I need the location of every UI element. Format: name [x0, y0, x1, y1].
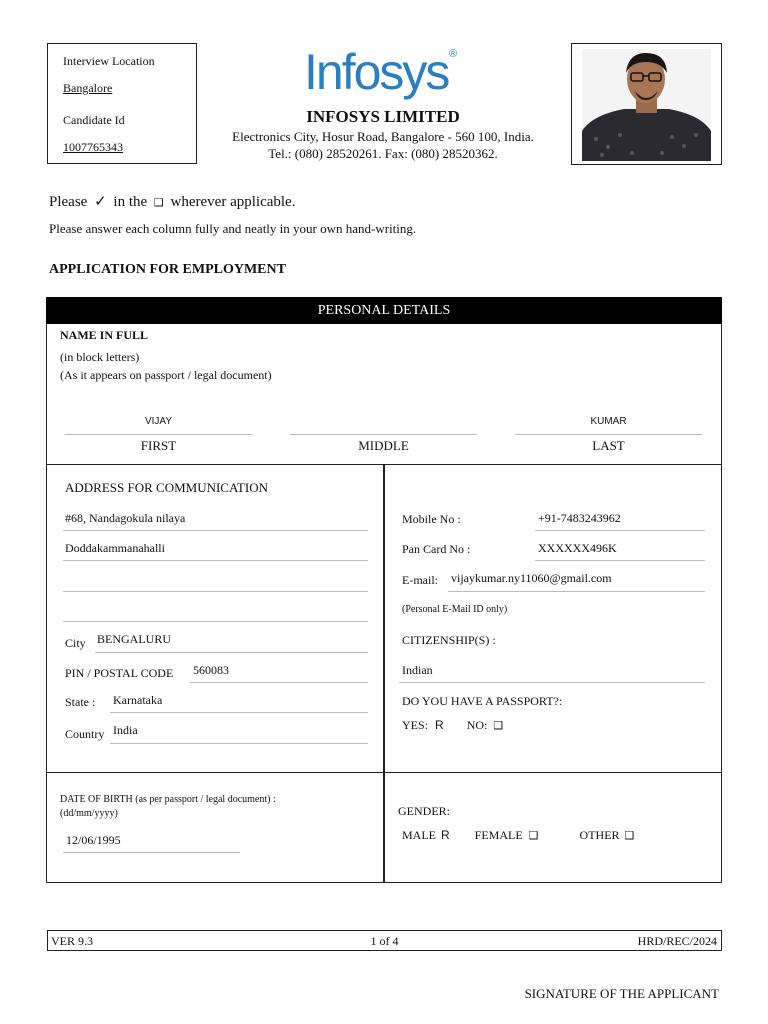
footer-page: 1 of 4	[370, 934, 399, 948]
address-line-1-underline	[63, 530, 368, 531]
signature-label: SIGNATURE OF THE APPLICANT	[524, 986, 719, 1001]
first-label: FIRST	[140, 438, 177, 453]
address-line-4-underline	[63, 621, 368, 622]
country-underline	[110, 743, 368, 744]
middle-name-line	[290, 434, 477, 435]
mobile-value[interactable]: +91-7483243962	[538, 511, 621, 525]
tick-icon: ✓	[94, 192, 107, 210]
footer-bar	[47, 930, 722, 951]
gender-other-checkbox-icon[interactable]: ❑	[624, 829, 635, 842]
instruction-please: Please	[49, 194, 88, 210]
dob-underline	[63, 852, 240, 853]
email-label: E-mail:	[402, 573, 438, 587]
instruction-line-2: Please answer each column fully and neatly in your own hand-writing.	[49, 221, 417, 236]
passport-no-label: NO:	[466, 718, 488, 732]
gender-female-label: FEMALE	[474, 828, 523, 842]
company-name: INFOSYS LIMITED	[306, 107, 460, 126]
column-divider-upper	[383, 464, 385, 773]
country-value[interactable]: India	[113, 723, 138, 737]
instruction-line-1	[49, 192, 295, 211]
state-value[interactable]: Karnataka	[113, 693, 163, 707]
email-underline	[448, 591, 705, 592]
state-label: State :	[65, 695, 96, 709]
first-name-line	[65, 434, 252, 435]
interview-location-label: Interview Location	[63, 54, 155, 68]
passport-options	[402, 718, 503, 733]
candidate-id-label: Candidate Id	[63, 113, 125, 127]
city-label: City	[65, 636, 86, 650]
candidate-photo	[582, 49, 711, 161]
footer-code: HRD/REC/2024	[637, 934, 717, 948]
gender-male-mark[interactable]: R	[441, 828, 450, 842]
citizenship-underline	[399, 682, 705, 683]
middle-label: MIDDLE	[358, 438, 409, 453]
address-label: ADDRESS FOR COMMUNICATION	[65, 480, 268, 495]
last-label: LAST	[592, 438, 625, 453]
footer-version: VER 9.3	[51, 934, 93, 948]
passport-label: DO YOU HAVE A PASSPORT?:	[402, 694, 563, 708]
pan-underline	[535, 560, 705, 561]
gender-other-label: OTHER	[579, 828, 620, 842]
state-underline	[110, 712, 368, 713]
pan-label: Pan Card No :	[402, 542, 471, 556]
candidate-photo-frame	[571, 43, 722, 165]
address-line-1[interactable]: #68, Nandagokula nilaya	[65, 511, 186, 525]
dob-value[interactable]: 12/06/1995	[66, 833, 121, 847]
infosys-logo	[304, 42, 464, 102]
mobile-label: Mobile No :	[402, 512, 461, 526]
last-name-line	[515, 434, 702, 435]
email-value[interactable]: vijaykumar.ny11060@gmail.com	[451, 571, 612, 585]
personal-details-title: PERSONAL DETAILS	[317, 303, 451, 318]
address-line-2[interactable]: Doddakammanahalli	[65, 541, 165, 555]
citizenship-label: CITIZENSHIP(S) :	[402, 633, 496, 647]
gender-male-label: MALE	[402, 828, 436, 842]
address-line-3-underline	[63, 591, 368, 592]
passport-yes-mark[interactable]: R	[435, 718, 444, 732]
pin-value[interactable]: 560083	[193, 663, 229, 677]
address-line-2-underline	[63, 560, 368, 561]
pan-value[interactable]: XXXXXX496K	[538, 541, 617, 555]
city-value[interactable]: BENGALURU	[97, 632, 171, 646]
pin-underline	[190, 682, 368, 683]
dob-format: (dd/mm/yyyy)	[60, 808, 118, 819]
column-divider-lower	[383, 772, 385, 883]
company-phone-fax: Tel.: (080) 28520261. Fax: (080) 28520362.	[268, 146, 498, 161]
interview-location-value: Bangalore	[63, 81, 113, 95]
mobile-underline	[535, 530, 705, 531]
passport-no-checkbox-icon[interactable]: ❑	[493, 719, 504, 732]
name-hint-block: (in block letters)	[60, 350, 140, 364]
name-label: NAME IN FULL	[60, 328, 149, 342]
interview-info-box	[47, 43, 197, 164]
email-hint: (Personal E-Mail ID only)	[402, 604, 508, 615]
last-name-value[interactable]: KUMAR	[590, 416, 627, 427]
country-label: Country	[65, 727, 105, 741]
instruction-rest: wherever applicable.	[170, 194, 296, 210]
gender-options	[402, 828, 634, 843]
name-hint-passport: (As it appears on passport / legal document)	[60, 368, 272, 382]
pin-label: PIN / POSTAL CODE	[65, 666, 174, 680]
gender-female-checkbox-icon[interactable]: ❑	[528, 829, 539, 842]
registered-icon: ®	[449, 48, 458, 60]
passport-yes-label: YES:	[402, 718, 429, 732]
city-underline	[95, 652, 368, 653]
gender-label: GENDER:	[398, 804, 450, 818]
instruction-in-the: in the	[113, 194, 148, 210]
company-address: Electronics City, Hosur Road, Bangalore - 560 100, India.	[232, 129, 534, 144]
form-title: APPLICATION FOR EMPLOYMENT	[49, 262, 286, 277]
checkbox-icon: ❑	[153, 196, 164, 209]
dob-label: DATE OF BIRTH (as per passport / legal document) :	[60, 794, 276, 805]
logo-text: Infosys	[304, 44, 449, 100]
citizenship-value[interactable]: Indian	[402, 663, 433, 677]
candidate-id-value: 1007765343	[63, 140, 123, 154]
personal-details-header	[46, 297, 722, 324]
first-name-value[interactable]: VIJAY	[144, 416, 173, 427]
